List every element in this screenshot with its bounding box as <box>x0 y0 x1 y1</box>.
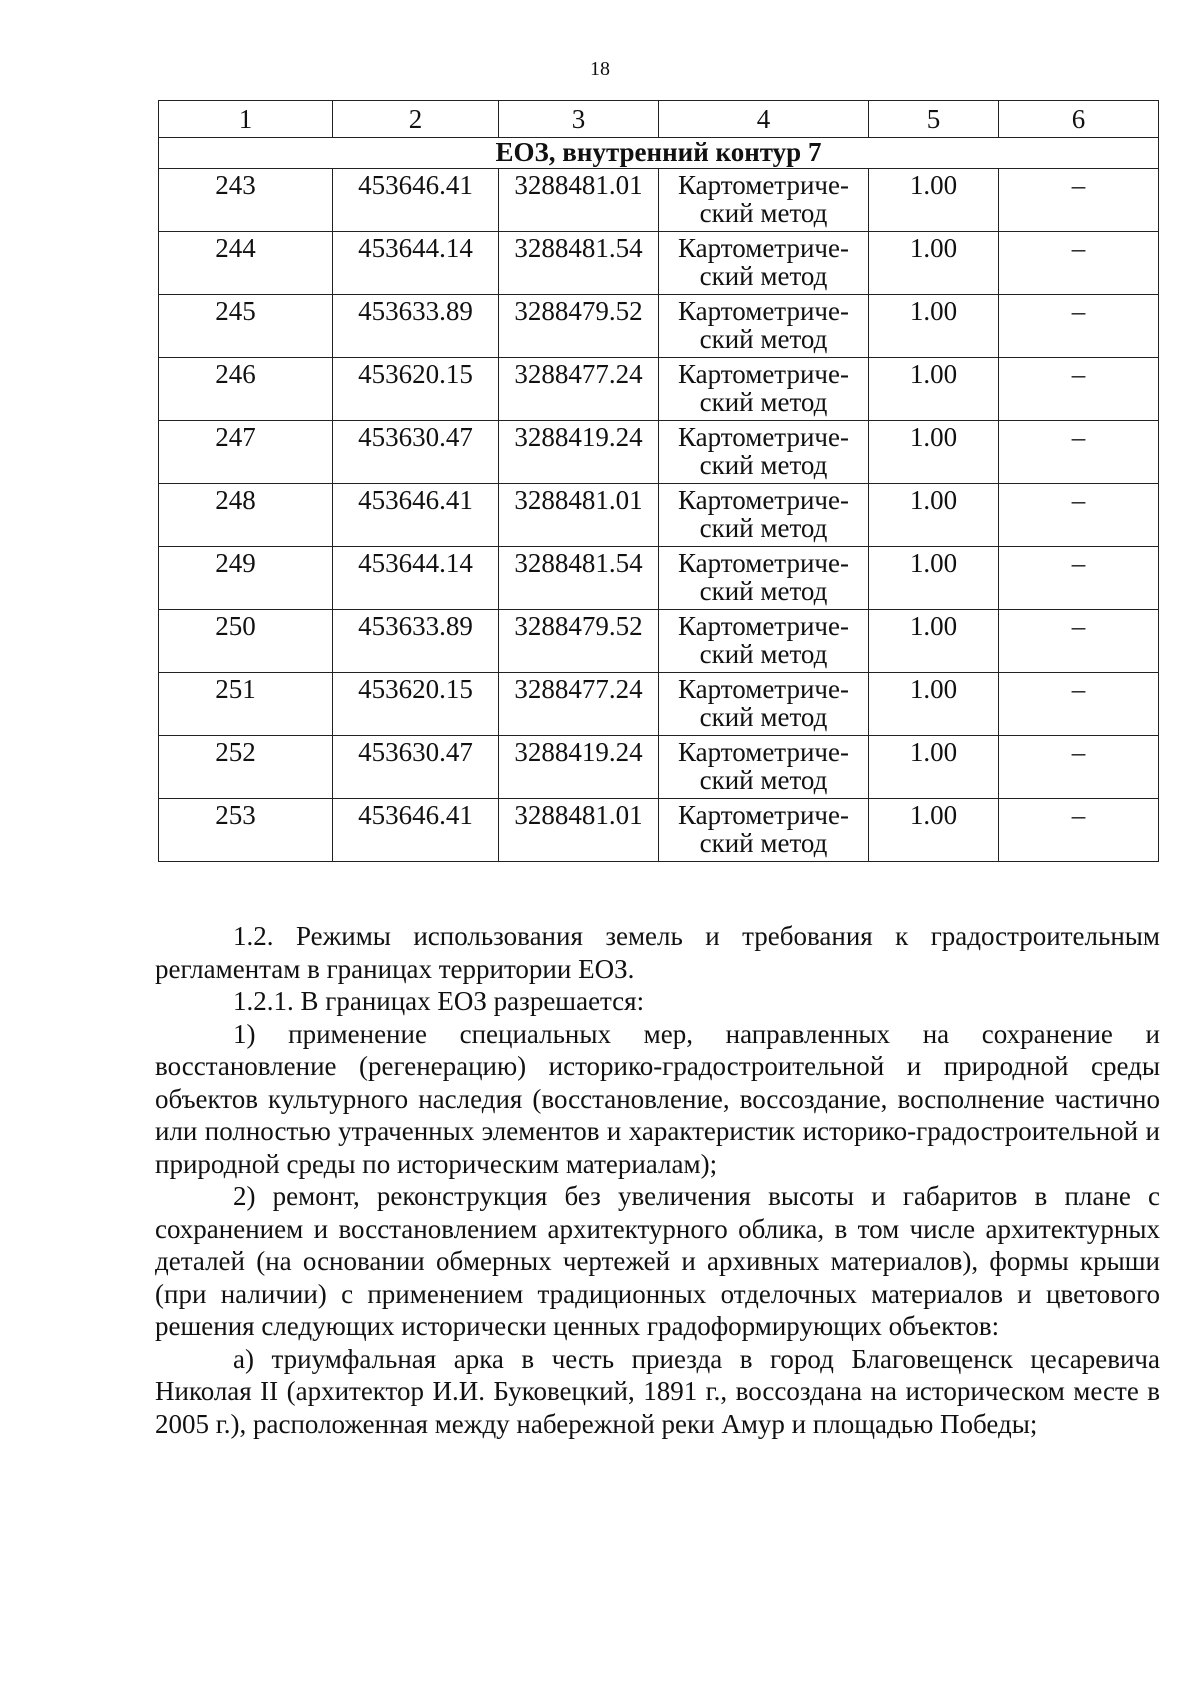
body-text <box>155 920 1160 1440</box>
table-row <box>159 673 1159 736</box>
table-row <box>159 799 1159 862</box>
y-coordinate-cell: 3288481.01 <box>499 169 659 232</box>
header-cell-2: 2 <box>333 101 499 138</box>
row-number-cell: 246 <box>159 358 333 421</box>
y-coordinate-cell: 3288477.24 <box>499 673 659 736</box>
x-coordinate-cell: 453630.47 <box>333 736 499 799</box>
accuracy-cell: 1.00 <box>869 295 999 358</box>
row-number-cell: 253 <box>159 799 333 862</box>
header-cell-4: 4 <box>659 101 869 138</box>
y-coordinate-cell: 3288481.54 <box>499 547 659 610</box>
coordinates-table <box>158 100 1159 862</box>
note-cell: – <box>999 610 1159 673</box>
y-coordinate-cell: 3288419.24 <box>499 421 659 484</box>
accuracy-cell: 1.00 <box>869 484 999 547</box>
accuracy-cell: 1.00 <box>869 547 999 610</box>
note-cell: – <box>999 295 1159 358</box>
x-coordinate-cell: 453620.15 <box>333 673 499 736</box>
method-cell: Картометриче-ский метод <box>659 484 869 547</box>
row-number-cell: 247 <box>159 421 333 484</box>
table-row <box>159 484 1159 547</box>
paragraph-1-2: 1.2. Режимы использования земель и требования к градостроительным регламентам в границах территории ЕОЗ. <box>155 921 1160 984</box>
row-number-cell: 251 <box>159 673 333 736</box>
y-coordinate-cell: 3288419.24 <box>499 736 659 799</box>
accuracy-cell: 1.00 <box>869 736 999 799</box>
paragraph-item-1: 1) применение специальных мер, направленных на сохранение и восстановление (регенерацию) историко-градостроительной и природной среды объектов культурного наследия (восстановление, воссоздание, восполнение частично или полностью утраченных элементов и характеристик историко-градостроительной и природной среды по историческим материалам); <box>155 1018 1160 1179</box>
accuracy-cell: 1.00 <box>869 358 999 421</box>
note-cell: – <box>999 799 1159 862</box>
method-cell: Картометриче-ский метод <box>659 421 869 484</box>
accuracy-cell: 1.00 <box>869 421 999 484</box>
method-cell: Картометриче-ский метод <box>659 610 869 673</box>
row-number-cell: 244 <box>159 232 333 295</box>
table-header-row <box>159 101 1159 138</box>
method-cell: Картометриче-ский метод <box>659 799 869 862</box>
accuracy-cell: 1.00 <box>869 673 999 736</box>
table-body <box>159 169 1159 862</box>
table-row <box>159 232 1159 295</box>
header-cell-5: 5 <box>869 101 999 138</box>
table-section-row <box>159 138 1159 169</box>
row-number-cell: 250 <box>159 610 333 673</box>
x-coordinate-cell: 453646.41 <box>333 799 499 862</box>
x-coordinate-cell: 453630.47 <box>333 421 499 484</box>
method-cell: Картометриче-ский метод <box>659 673 869 736</box>
method-cell: Картометриче-ский метод <box>659 358 869 421</box>
y-coordinate-cell: 3288479.52 <box>499 295 659 358</box>
table-row <box>159 169 1159 232</box>
x-coordinate-cell: 453644.14 <box>333 547 499 610</box>
row-number-cell: 249 <box>159 547 333 610</box>
note-cell: – <box>999 169 1159 232</box>
row-number-cell: 252 <box>159 736 333 799</box>
accuracy-cell: 1.00 <box>869 799 999 862</box>
accuracy-cell: 1.00 <box>869 610 999 673</box>
note-cell: – <box>999 547 1159 610</box>
page-number: 18 <box>590 58 610 80</box>
y-coordinate-cell: 3288481.01 <box>499 484 659 547</box>
y-coordinate-cell: 3288477.24 <box>499 358 659 421</box>
table-row <box>159 421 1159 484</box>
method-cell: Картометриче-ский метод <box>659 169 869 232</box>
header-cell-3: 3 <box>499 101 659 138</box>
x-coordinate-cell: 453633.89 <box>333 610 499 673</box>
table-row <box>159 358 1159 421</box>
header-cell-1: 1 <box>159 101 333 138</box>
paragraph-item-2: 2) ремонт, реконструкция без увеличения высоты и габаритов в плане с сохранением и восстановлением архитектурного облика, в том числе архитектурных деталей (на основании обмерных чертежей и архивных материалов), формы крыши (при наличии) с применением традиционных отделочных материалов и цветового решения следующих исторически ценных градоформирующих объектов: <box>155 1181 1160 1341</box>
row-number-cell: 245 <box>159 295 333 358</box>
note-cell: – <box>999 484 1159 547</box>
y-coordinate-cell: 3288481.01 <box>499 799 659 862</box>
x-coordinate-cell: 453646.41 <box>333 484 499 547</box>
x-coordinate-cell: 453620.15 <box>333 358 499 421</box>
method-cell: Картометриче-ский метод <box>659 736 869 799</box>
x-coordinate-cell: 453646.41 <box>333 169 499 232</box>
method-cell: Картометриче-ский метод <box>659 547 869 610</box>
table-row <box>159 547 1159 610</box>
note-cell: – <box>999 736 1159 799</box>
x-coordinate-cell: 453633.89 <box>333 295 499 358</box>
table-row <box>159 610 1159 673</box>
note-cell: – <box>999 358 1159 421</box>
paragraph-1-2-1: 1.2.1. В границах ЕОЗ разрешается: <box>233 986 645 1016</box>
method-cell: Картометриче-ский метод <box>659 295 869 358</box>
note-cell: – <box>999 232 1159 295</box>
coordinates-table-container <box>158 100 1158 862</box>
row-number-cell: 243 <box>159 169 333 232</box>
accuracy-cell: 1.00 <box>869 169 999 232</box>
note-cell: – <box>999 673 1159 736</box>
y-coordinate-cell: 3288481.54 <box>499 232 659 295</box>
method-cell: Картометриче-ский метод <box>659 232 869 295</box>
table-row <box>159 736 1159 799</box>
section-title: ЕОЗ, внутренний контур 7 <box>159 138 1159 169</box>
table-row <box>159 295 1159 358</box>
accuracy-cell: 1.00 <box>869 232 999 295</box>
header-cell-6: 6 <box>999 101 1159 138</box>
x-coordinate-cell: 453644.14 <box>333 232 499 295</box>
y-coordinate-cell: 3288479.52 <box>499 610 659 673</box>
paragraph-item-a: а) триумфальная арка в честь приезда в город Благовещенск цесаревича Николая II (архитектор И.И. Буковецкий, 1891 г., воссоздана на историческом месте в 2005 г.), расположенная между набережной реки Амур и площадью Победы; <box>155 1343 1160 1439</box>
row-number-cell: 248 <box>159 484 333 547</box>
note-cell: – <box>999 421 1159 484</box>
